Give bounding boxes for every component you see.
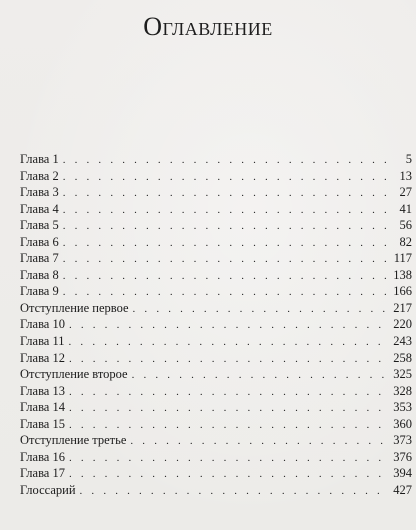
toc-entry <box>20 184 412 201</box>
toc-entry-page-number: 13 <box>399 168 412 183</box>
dot-leader <box>69 384 388 400</box>
toc-entry <box>20 168 412 185</box>
toc-entry <box>20 151 412 168</box>
toc-entry <box>20 399 412 416</box>
table-of-contents <box>20 151 412 498</box>
dot-leader <box>63 284 388 300</box>
toc-entry-label: Глава 12 <box>20 350 65 365</box>
toc-entry-page-number: 360 <box>393 416 412 431</box>
toc-entry-label: Глава 15 <box>20 416 65 431</box>
toc-entry-page-number: 41 <box>399 201 412 216</box>
toc-entry-page-number: 27 <box>399 185 412 200</box>
toc-entry <box>20 366 412 383</box>
toc-entry <box>20 250 412 267</box>
dot-leader <box>69 417 388 433</box>
toc-entry-page-number: 243 <box>393 334 412 349</box>
toc-entry-page-number: 353 <box>393 400 412 415</box>
toc-entry-label: Отступление первое <box>20 300 129 315</box>
toc-entry-label: Глоссарий <box>20 482 76 497</box>
dot-leader <box>63 218 388 234</box>
toc-entry-page-number: 166 <box>393 284 412 299</box>
toc-entry <box>20 316 412 333</box>
toc-entry-page-number: 5 <box>405 152 412 166</box>
toc-entry-label: Глава 14 <box>20 400 65 415</box>
toc-entry-label: Глава 11 <box>20 334 65 349</box>
toc-entry-label: Глава 8 <box>20 267 59 282</box>
toc-entry-label: Глава 4 <box>20 201 59 216</box>
toc-entry <box>20 201 412 218</box>
dot-leader <box>130 433 388 449</box>
dot-leader <box>63 169 388 185</box>
dot-leader <box>69 317 388 333</box>
toc-entry-page-number: 373 <box>393 433 412 448</box>
toc-entry-page-number: 394 <box>393 466 412 481</box>
dot-leader <box>69 400 388 416</box>
toc-entry-label: Глава 6 <box>20 234 59 249</box>
toc-entry-label: Глава 17 <box>20 466 65 481</box>
toc-entry <box>20 217 412 234</box>
toc-entry-page-number: 117 <box>393 251 412 266</box>
toc-entry <box>20 449 412 466</box>
toc-entry <box>20 333 412 350</box>
dot-leader <box>63 268 388 284</box>
toc-entry-page-number: 427 <box>393 482 412 497</box>
toc-entry <box>20 283 412 300</box>
toc-entry <box>20 383 412 400</box>
toc-entry-page-number: 138 <box>393 267 412 282</box>
toc-entry-label: Глава 5 <box>20 218 59 233</box>
toc-entry-label: Глава 1 <box>20 152 59 166</box>
dot-leader <box>63 202 388 218</box>
toc-entry-page-number: 56 <box>399 218 412 233</box>
toc-entry-page-number: 325 <box>393 367 412 382</box>
toc-entry <box>20 432 412 449</box>
toc-entry <box>20 234 412 251</box>
toc-entry-page-number: 258 <box>393 350 412 365</box>
toc-entry <box>20 350 412 367</box>
dot-leader <box>63 235 388 251</box>
toc-entry-page-number: 82 <box>399 234 412 249</box>
toc-entry-label: Глава 10 <box>20 317 65 332</box>
toc-entry-label: Глава 2 <box>20 168 59 183</box>
toc-entry-label: Глава 3 <box>20 185 59 200</box>
toc-entry-label: Отступление третье <box>20 433 127 448</box>
dot-leader <box>133 301 388 317</box>
dot-leader <box>63 251 388 267</box>
toc-entry-page-number: 328 <box>393 383 412 398</box>
dot-leader <box>63 185 388 201</box>
toc-entry-label: Глава 16 <box>20 449 65 464</box>
dot-leader <box>69 351 388 367</box>
toc-entry-page-number: 220 <box>393 317 412 332</box>
dot-leader <box>80 483 388 499</box>
toc-entry-page-number: 376 <box>393 449 412 464</box>
toc-entry-label: Глава 9 <box>20 284 59 299</box>
toc-entry-label: Глава 13 <box>20 383 65 398</box>
page-title: Оглавление <box>143 12 273 41</box>
dot-leader <box>132 367 388 383</box>
toc-entry <box>20 300 412 317</box>
toc-entry <box>20 482 412 499</box>
toc-entry-label: Отступление второе <box>20 367 128 382</box>
toc-entry <box>20 465 412 482</box>
dot-leader <box>69 334 388 350</box>
toc-entry-page-number: 217 <box>393 300 412 315</box>
dot-leader <box>69 450 388 466</box>
dot-leader <box>69 466 388 482</box>
toc-entry-label: Глава 7 <box>20 251 59 266</box>
toc-entry <box>20 267 412 284</box>
toc-entry <box>20 416 412 433</box>
dot-leader <box>63 152 388 168</box>
